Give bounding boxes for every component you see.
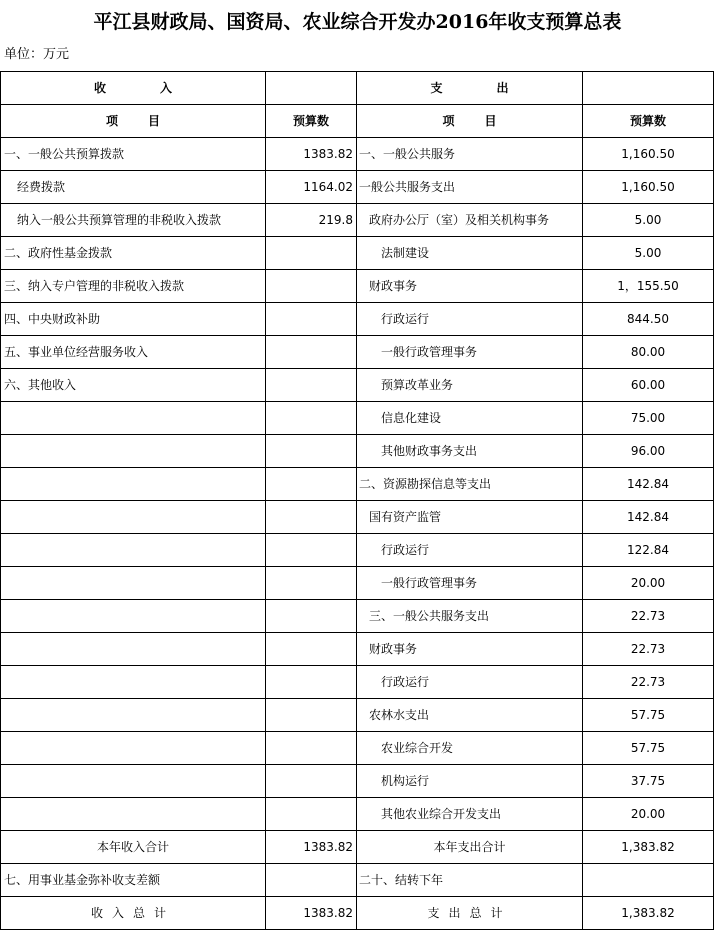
- grand-expense-total-label: 支出总计: [357, 897, 583, 930]
- expense-value: 5.00: [583, 204, 714, 237]
- table-row: [1, 204, 714, 237]
- expense-header-char1: 支: [430, 81, 443, 95]
- grand-expense-total-value: 1,383.82: [583, 897, 714, 930]
- income-header-char2: 入: [160, 81, 173, 95]
- income-value: [266, 501, 357, 534]
- income-label: [1, 732, 266, 765]
- grand-total-row: [1, 897, 714, 930]
- income-item-header: [1, 105, 266, 138]
- table-row: [1, 237, 714, 270]
- expense-item-header: [357, 105, 583, 138]
- income-value: 1164.02: [266, 171, 357, 204]
- expense-label: 机构运行: [357, 765, 583, 798]
- expense-value: 844.50: [583, 303, 714, 336]
- income-label: [1, 765, 266, 798]
- budget-table: [0, 71, 714, 930]
- income-label: 四、中央财政补助: [1, 303, 266, 336]
- table-row: [1, 633, 714, 666]
- expense-label: 行政运行: [357, 534, 583, 567]
- expense-value: 22.73: [583, 666, 714, 699]
- expense-label: 其他农业综合开发支出: [357, 798, 583, 831]
- income-label: 一、一般公共预算拨款: [1, 138, 266, 171]
- income-label: 纳入一般公共预算管理的非税收入拨款: [1, 204, 266, 237]
- income-label: [1, 435, 266, 468]
- page-title: 平江县财政局、国资局、农业综合开发办2016年收支预算总表: [93, 11, 622, 33]
- expense-value: 37.75: [583, 765, 714, 798]
- table-row: [1, 138, 714, 171]
- income-value: [266, 699, 357, 732]
- income-value: [266, 270, 357, 303]
- income-value: [266, 732, 357, 765]
- expense-value: 142.84: [583, 468, 714, 501]
- income-label: 三、纳入专户管理的非税收入拨款: [1, 270, 266, 303]
- income-label: 五、事业单位经营服务收入: [1, 336, 266, 369]
- income-value: [266, 666, 357, 699]
- income-value: [266, 765, 357, 798]
- expense-value: 5.00: [583, 237, 714, 270]
- expense-section-header: [357, 72, 583, 105]
- expense-value: 1，155.50: [583, 270, 714, 303]
- expense-label: 法制建设: [357, 237, 583, 270]
- table-row: [1, 732, 714, 765]
- income-value: [266, 369, 357, 402]
- expense-value: 1,160.50: [583, 138, 714, 171]
- table-row: [1, 402, 714, 435]
- expense-value: 22.73: [583, 633, 714, 666]
- expense-label: 一般行政管理事务: [357, 336, 583, 369]
- expense-label: 行政运行: [357, 666, 583, 699]
- fund-balance-value: [266, 864, 357, 897]
- table-row: [1, 666, 714, 699]
- year-expense-total-value: 1,383.82: [583, 831, 714, 864]
- expense-value: 57.75: [583, 699, 714, 732]
- expense-value: 142.84: [583, 501, 714, 534]
- income-label: [1, 666, 266, 699]
- column-header-row: [1, 105, 714, 138]
- income-label: 经费拨款: [1, 171, 266, 204]
- income-value: [266, 336, 357, 369]
- income-section-header: [1, 72, 266, 105]
- expense-label: 财政事务: [357, 270, 583, 303]
- income-value: [266, 600, 357, 633]
- income-label: [1, 798, 266, 831]
- income-label: [1, 468, 266, 501]
- expense-label: 其他财政事务支出: [357, 435, 583, 468]
- expense-header-char2: 出: [496, 81, 509, 95]
- expense-label: 信息化建设: [357, 402, 583, 435]
- expense-label: 政府办公厅（室）及相关机构事务: [357, 204, 583, 237]
- grand-income-total-value: 1383.82: [266, 897, 357, 930]
- income-label: 六、其他收入: [1, 369, 266, 402]
- expense-label: 一、一般公共服务: [357, 138, 583, 171]
- income-label: [1, 501, 266, 534]
- year-total-row: [1, 831, 714, 864]
- expense-value: 60.00: [583, 369, 714, 402]
- expense-value: 57.75: [583, 732, 714, 765]
- income-value: [266, 534, 357, 567]
- income-value: [266, 237, 357, 270]
- income-header-char1: 收: [93, 81, 106, 95]
- expense-value: 1,160.50: [583, 171, 714, 204]
- income-label: [1, 699, 266, 732]
- section-header-row: [1, 72, 714, 105]
- income-value: 219.8: [266, 204, 357, 237]
- expense-label: 一般公共服务支出: [357, 171, 583, 204]
- fund-balance-label: 七、用事业基金弥补收支差额: [1, 864, 266, 897]
- expense-label: 预算改革业务: [357, 369, 583, 402]
- item-header-char2: 目: [148, 114, 161, 128]
- expense-value: 75.00: [583, 402, 714, 435]
- expense-label: 二、资源勘探信息等支出: [357, 468, 583, 501]
- table-row: [1, 534, 714, 567]
- table-row: [1, 501, 714, 534]
- carry-forward-value: [583, 864, 714, 897]
- table-row: [1, 336, 714, 369]
- item-header-char1: 项: [105, 114, 118, 128]
- expense-label: 财政事务: [357, 633, 583, 666]
- item-header-char1: 项: [442, 114, 455, 128]
- expense-label: 农林水支出: [357, 699, 583, 732]
- table-row: [1, 171, 714, 204]
- expense-value: 20.00: [583, 567, 714, 600]
- table-row: [1, 435, 714, 468]
- expense-value: 80.00: [583, 336, 714, 369]
- expense-label: 行政运行: [357, 303, 583, 336]
- expense-value: 96.00: [583, 435, 714, 468]
- income-value: [266, 402, 357, 435]
- table-row: [1, 369, 714, 402]
- year-income-total-label: 本年收入合计: [1, 831, 266, 864]
- expense-label: 一般行政管理事务: [357, 567, 583, 600]
- empty-cell: [583, 72, 714, 105]
- income-value: 1383.82: [266, 138, 357, 171]
- expense-value: 22.73: [583, 600, 714, 633]
- carry-row: [1, 864, 714, 897]
- income-value: [266, 798, 357, 831]
- income-label: [1, 402, 266, 435]
- year-income-total-value: 1383.82: [266, 831, 357, 864]
- expense-value: 20.00: [583, 798, 714, 831]
- year-expense-total-label: 本年支出合计: [357, 831, 583, 864]
- income-label: 二、政府性基金拨款: [1, 237, 266, 270]
- expense-value: 122.84: [583, 534, 714, 567]
- expense-label: 三、一般公共服务支出: [357, 600, 583, 633]
- table-row: [1, 567, 714, 600]
- income-label: [1, 600, 266, 633]
- income-label: [1, 567, 266, 600]
- table-row: [1, 303, 714, 336]
- item-header-char2: 目: [484, 114, 497, 128]
- expense-label: 农业综合开发: [357, 732, 583, 765]
- income-value: [266, 633, 357, 666]
- table-row: [1, 600, 714, 633]
- empty-cell: [266, 72, 357, 105]
- table-row: [1, 765, 714, 798]
- table-row: [1, 468, 714, 501]
- income-value: [266, 435, 357, 468]
- grand-income-total-label: 收入总计: [1, 897, 266, 930]
- table-row: [1, 798, 714, 831]
- unit-label: 单位：万元: [4, 47, 70, 62]
- income-budget-header: 预算数: [266, 105, 357, 138]
- income-label: [1, 633, 266, 666]
- income-value: [266, 468, 357, 501]
- income-value: [266, 303, 357, 336]
- carry-forward-label: 二十、结转下年: [357, 864, 583, 897]
- income-value: [266, 567, 357, 600]
- income-label: [1, 534, 266, 567]
- table-row: [1, 270, 714, 303]
- expense-budget-header: 预算数: [583, 105, 714, 138]
- expense-label: 国有资产监管: [357, 501, 583, 534]
- table-row: [1, 699, 714, 732]
